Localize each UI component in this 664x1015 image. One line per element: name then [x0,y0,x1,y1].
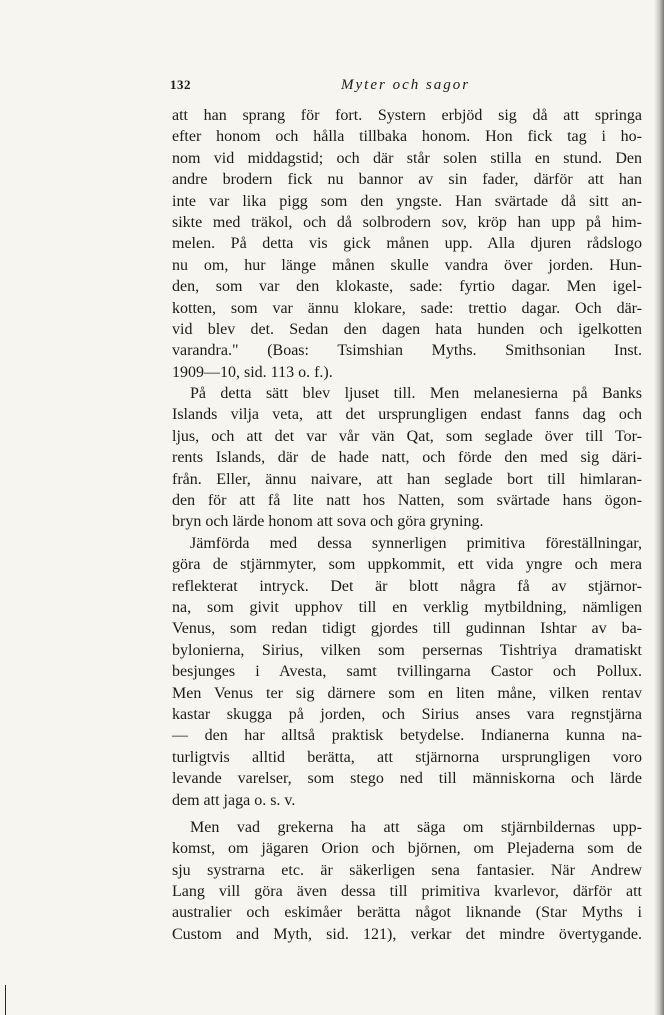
running-title: Myter och sagor [341,76,471,93]
text-line: besjunges i Avesta, samt tvillingarna Castor och Pollux. [172,663,642,681]
text-line: 1909—10, sid. 113 o. f.). [172,363,333,381]
text-line: efter honom och hålla tillbaka honom. Hon fick tag i ho- [172,128,642,146]
text-line: bylonierna, Sirius, vilken som persernas Tishtriya dramatiskt [172,641,642,659]
page-header [170,73,495,97]
text-line: att han sprang för fort. Systern erbjöd sig då att springa [172,107,642,124]
text-line: komst, om jägaren Orion och björnen, om Plejaderna som de [172,840,642,858]
text-line: nu om, hur länge månen skulle vandra över jorden. Hun- [172,256,642,274]
text-line: melen. På detta vis gick månen upp. Alla djuren rådslogo [172,235,642,253]
text-line: australier och eskimåer berätta något liknande (Star Myths i [172,904,642,922]
text-line: Men vad grekerna ha att säga om stjärnbildernas upp- [190,818,642,836]
text-line: från. Eller, ännu naivare, att han seglade bort till himlaran- [172,470,642,488]
text-line: kastar skugga på jorden, och Sirius anses vara regnstjärna [172,705,642,723]
text-line: Custom and Myth, sid. 121), verkar det mindre övertygande. [172,925,642,943]
text-line: bryn och lärde honom att sova och göra gryning. [172,513,484,531]
text-line: turligtvis alltid berätta, att stjärnorna ursprungligen voro [172,748,642,766]
text-line: den, som var den klokaste, sade: fyrtio dagar. Men igel- [172,278,642,296]
text-line: sju systrarna etc. är säkerligen sena fantasier. När Andrew [172,861,642,879]
text-line: andre brodern fick nu bannor av sin fader, därför att han [172,171,642,189]
text-line: nom vid middagstid; och där står solen stilla en stund. Den [172,149,642,167]
text-line: sikte med träkol, och då solbrodern sov, kröp han upp på him- [172,213,642,231]
text-line: — den har alltså praktisk betydelse. Indianerna kunna na- [172,727,642,745]
text-line: levande varelser, som stego ned till människorna och lärde [172,770,642,788]
text-line: reflekterat intryck. Det är blott några få av stjärnor- [172,577,642,595]
scan-edge-shadow [654,0,664,1015]
scan-edge-mark [5,985,6,1015]
text-line: Islands vilja veta, att det ursprungligen endast fanns dag och [172,406,642,424]
text-line: ljus, och att det var vår vän Qat, som seglade över till Tor- [172,427,642,445]
text-line: den för att få lite natt hos Natten, som svärtade hans ögon- [172,492,642,510]
text-line: kotten, som var ännu klokare, sade: trettio dagar. Och där- [172,299,642,317]
body-text [172,105,642,945]
text-line: Jämförda med dessa synnerligen primitiva föreställningar, [190,534,642,552]
text-line: varandra." (Boas: Tsimshian Myths. Smithsonian Inst. [172,342,642,360]
text-line: Lang vill göra även dessa till primitiva kvarlevor, därför att [172,883,642,901]
text-line: inte var lika pigg som den yngste. Han svärtade då sitt an- [172,192,642,210]
text-line: rents Islands, där de hade natt, och förde den med sig däri- [172,449,642,467]
text-line: dem att jaga o. s. v. [172,791,296,809]
text-line: På detta sätt blev ljuset till. Men melanesierna på Banks [190,385,642,403]
text-line: göra de stjärnmyter, som uppkommit, ett vida yngre och mera [172,556,642,574]
text-line: Men Venus ter sig därnere som en liten måne, vilken rentav [172,684,642,702]
text-line: Venus, som redan tidigt gjordes till gudinnan Ishtar av ba- [172,620,642,638]
text-line: vid blev det. Sedan den dagen hata hunden och igelkotten [172,320,642,338]
text-line: na, som givit upphov till en verklig mytbildning, nämligen [172,598,642,616]
page-number: 132 [170,77,191,92]
